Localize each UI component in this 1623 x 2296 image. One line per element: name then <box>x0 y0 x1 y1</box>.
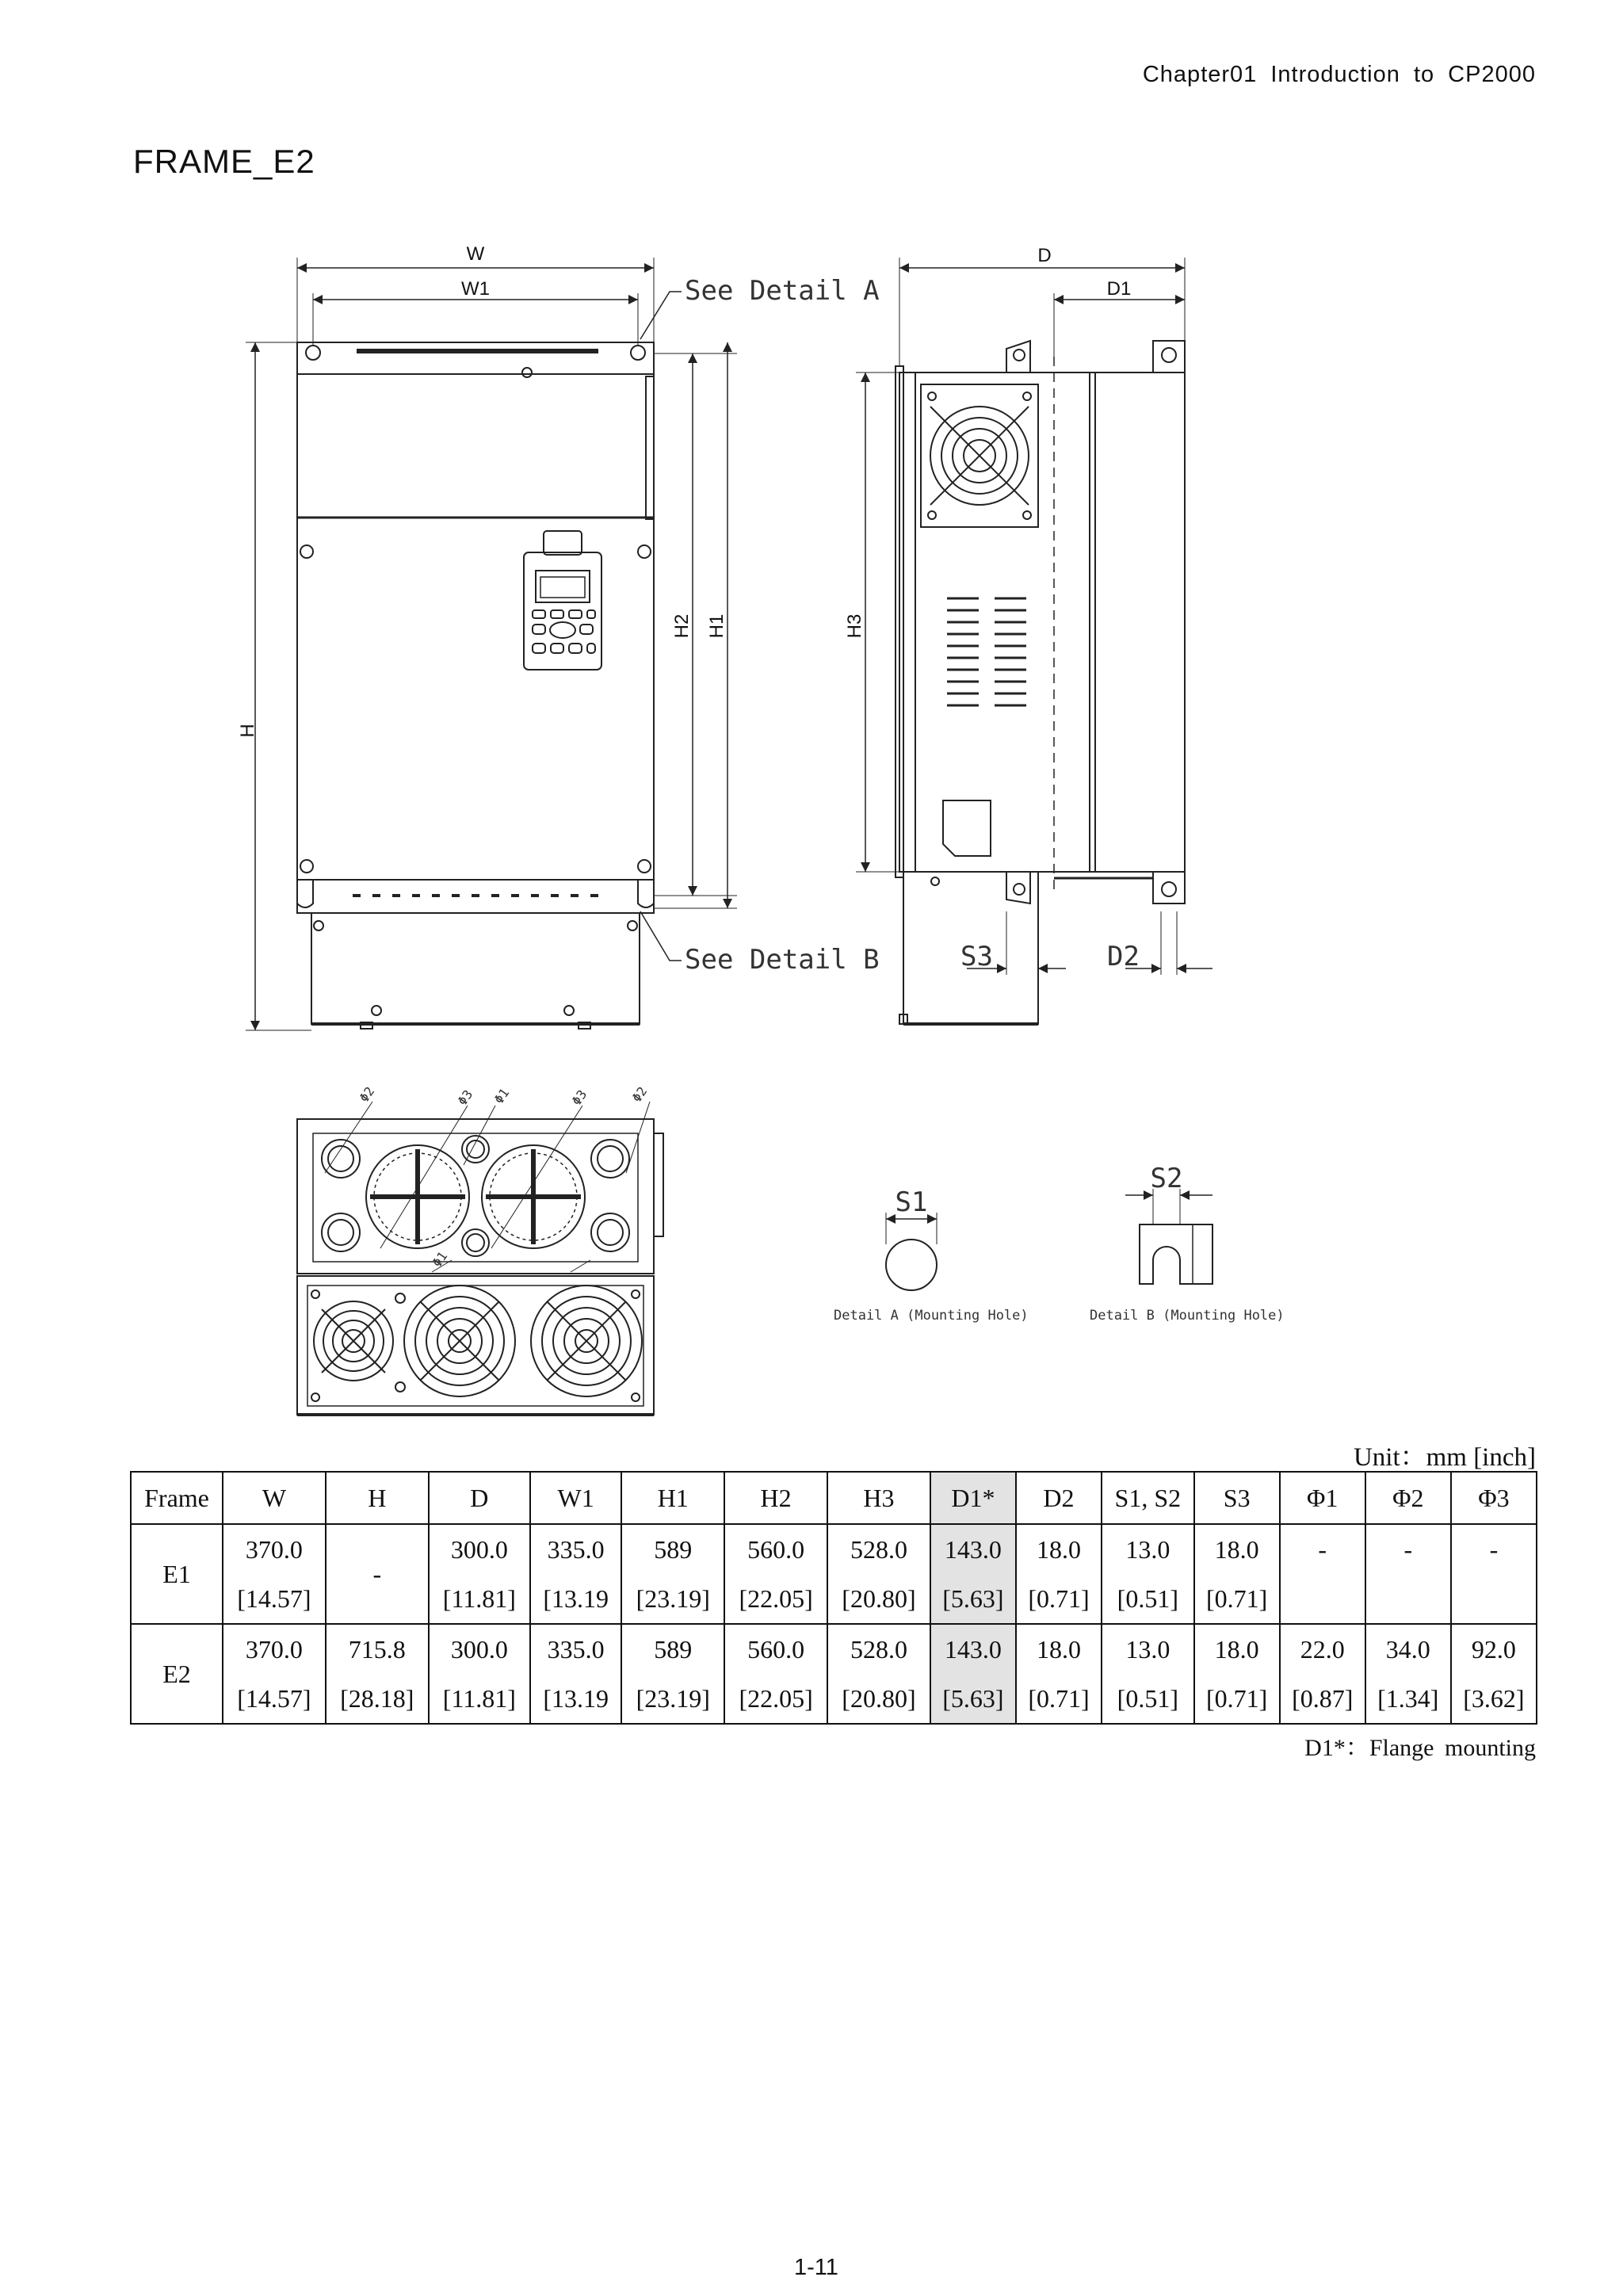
cell-mm: 370.0 <box>223 1624 326 1674</box>
col-d1: D1* <box>930 1472 1016 1524</box>
cell-mm: 528.0 <box>827 1524 930 1574</box>
label-phi1-bottom: Φ1 <box>429 1248 451 1270</box>
cell-inch: [14.57] <box>223 1574 326 1624</box>
cell-mm: 560.0 <box>724 1624 827 1674</box>
cell-mm: 715.8 <box>326 1624 429 1674</box>
col-phi1: Φ1 <box>1280 1472 1365 1524</box>
cell-mm: 589 <box>621 1624 724 1674</box>
cell-inch: [11.81] <box>429 1574 530 1624</box>
cell-inch <box>1365 1574 1451 1624</box>
detail-b-caption: Detail B (Mounting Hole) <box>1090 1308 1285 1324</box>
detail-b <box>1125 1189 1212 1284</box>
cell-inch: [14.57] <box>223 1674 326 1724</box>
col-h2: H2 <box>724 1472 827 1524</box>
label-phi3-left: Φ3 <box>454 1087 476 1109</box>
cell-mm: 18.0 <box>1016 1524 1102 1574</box>
table-row <box>131 1624 1537 1674</box>
label-h2: H2 <box>671 613 693 639</box>
col-phi3: Φ3 <box>1451 1472 1537 1524</box>
unit-label: Unit：mm [inch] <box>1353 1443 1536 1472</box>
cell-inch: [28.18] <box>326 1674 429 1724</box>
cell-inch: [11.81] <box>429 1674 530 1724</box>
cell-mm: 143.0 <box>930 1524 1016 1574</box>
side-view <box>856 258 1212 1024</box>
cell-inch: [5.63] <box>930 1674 1016 1724</box>
label-h: H <box>237 724 258 738</box>
col-h1: H1 <box>621 1472 724 1524</box>
label-phi2-left: Φ2 <box>356 1083 378 1106</box>
cell-inch: [0.51] <box>1102 1574 1194 1624</box>
cell-inch: [0.71] <box>1016 1574 1102 1624</box>
cell-mm: 143.0 <box>930 1624 1016 1674</box>
cell-mm: 13.0 <box>1102 1524 1194 1574</box>
label-h1: H1 <box>706 613 727 639</box>
page-number: 1-11 <box>794 2255 838 2280</box>
label-h3: H3 <box>844 613 865 639</box>
cell-inch: [22.05] <box>724 1574 827 1624</box>
cell-mm: - <box>326 1524 429 1624</box>
frame-cell: E2 <box>131 1624 223 1724</box>
see-detail-b-label: See Detail B <box>685 944 880 976</box>
cell-mm: 18.0 <box>1194 1624 1280 1674</box>
col-s3: S3 <box>1194 1472 1280 1524</box>
cell-mm: 560.0 <box>724 1524 827 1574</box>
col-w: W <box>223 1472 326 1524</box>
bottom-view <box>297 1102 663 1415</box>
col-d2: D2 <box>1016 1472 1102 1524</box>
cell-mm: - <box>1280 1524 1365 1574</box>
cell-inch: [0.71] <box>1016 1674 1102 1724</box>
chapter-header: Chapter01 Introduction to CP2000 <box>1142 62 1536 87</box>
col-h: H <box>326 1472 429 1524</box>
cell-inch: [0.71] <box>1194 1674 1280 1724</box>
cell-inch: [3.62] <box>1451 1674 1537 1724</box>
label-d1: D1 <box>1106 278 1132 300</box>
side-fan <box>921 384 1038 527</box>
col-d: D <box>429 1472 530 1524</box>
label-d2: D2 <box>1107 941 1140 972</box>
cell-mm: 589 <box>621 1524 724 1574</box>
col-h3: H3 <box>827 1472 930 1524</box>
cell-mm: - <box>1451 1524 1537 1574</box>
label-d: D <box>1037 245 1052 266</box>
cell-mm: 22.0 <box>1280 1624 1365 1674</box>
col-s1-s2: S1, S2 <box>1102 1472 1194 1524</box>
cell-inch: [0.71] <box>1194 1574 1280 1624</box>
label-s1: S1 <box>895 1186 928 1218</box>
detail-a-caption: Detail A (Mounting Hole) <box>834 1308 1029 1324</box>
cell-inch: [22.05] <box>724 1674 827 1724</box>
cell-inch: [20.80] <box>827 1574 930 1624</box>
cell-mm: 92.0 <box>1451 1624 1537 1674</box>
frame-cell: E1 <box>131 1524 223 1624</box>
label-phi3-right: Φ3 <box>568 1087 590 1109</box>
cell-inch: [0.87] <box>1280 1674 1365 1724</box>
cell-mm: 13.0 <box>1102 1624 1194 1674</box>
col-frame: Frame <box>131 1472 223 1524</box>
cell-mm: 528.0 <box>827 1624 930 1674</box>
cell-mm: 34.0 <box>1365 1624 1451 1674</box>
cell-mm: 300.0 <box>429 1524 530 1574</box>
label-w: W <box>466 243 485 265</box>
cell-inch: [20.80] <box>827 1674 930 1724</box>
cell-inch: [13.19 <box>530 1574 621 1624</box>
cell-inch: [0.51] <box>1102 1674 1194 1724</box>
col-w1: W1 <box>530 1472 621 1524</box>
cell-inch: [5.63] <box>930 1574 1016 1624</box>
cell-mm: 300.0 <box>429 1624 530 1674</box>
cell-inch: [1.34] <box>1365 1674 1451 1724</box>
keypad <box>524 531 601 670</box>
label-s2: S2 <box>1150 1163 1183 1194</box>
cell-mm: 370.0 <box>223 1524 326 1574</box>
cell-inch <box>1451 1574 1537 1624</box>
cell-mm: 335.0 <box>530 1524 621 1574</box>
table-header-row <box>131 1472 1537 1524</box>
table-row <box>131 1674 1537 1724</box>
cell-inch: [23.19] <box>621 1574 724 1624</box>
see-detail-a-label: See Detail A <box>685 275 880 307</box>
front-view <box>246 258 737 1030</box>
cell-inch <box>1280 1574 1365 1624</box>
cell-mm: 335.0 <box>530 1624 621 1674</box>
col-phi2: Φ2 <box>1365 1472 1451 1524</box>
cell-inch: [13.19 <box>530 1674 621 1724</box>
label-phi2-right: Φ2 <box>628 1083 651 1106</box>
cell-inch: [23.19] <box>621 1674 724 1724</box>
detail-a <box>886 1213 937 1290</box>
label-phi1-top: Φ1 <box>491 1085 513 1107</box>
cell-mm: 18.0 <box>1016 1624 1102 1674</box>
table-row <box>131 1524 1537 1574</box>
dimension-table <box>130 1471 1537 1725</box>
label-s3: S3 <box>960 941 993 972</box>
cell-mm: - <box>1365 1524 1451 1574</box>
frame-title: FRAME_E2 <box>133 143 315 180</box>
cell-mm: 18.0 <box>1194 1524 1280 1574</box>
flange-footnote: D1*：Flange mounting <box>1304 1735 1536 1761</box>
label-w1: W1 <box>461 278 490 300</box>
